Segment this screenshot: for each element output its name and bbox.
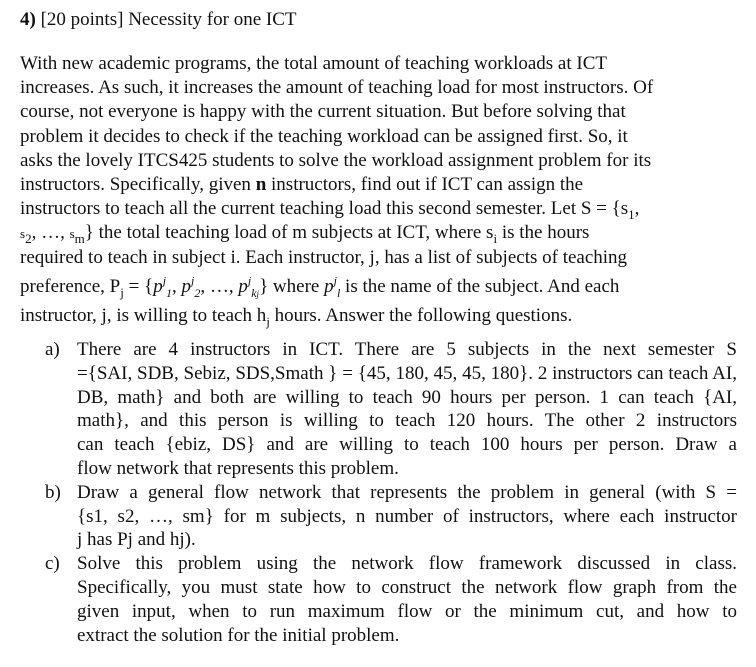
- question-title: Necessity for one ICT: [128, 9, 297, 30]
- math-p: p: [238, 275, 248, 297]
- math-p: p: [324, 275, 334, 297]
- item-line: j has Pj and hj).: [77, 529, 196, 551]
- text-run: } the total teaching load of m subjects at ICT, where s: [84, 222, 494, 244]
- text-run: n: [255, 173, 267, 195]
- item-line: Specifically, you must state how to construct the network flow graph from the: [77, 576, 737, 598]
- item-line: There are 4 instructors in ICT. There are 5 subjects in the next semester S: [77, 339, 737, 360]
- text-run: instructors. Specifically, given: [20, 173, 256, 195]
- math-p: p: [153, 275, 163, 297]
- item-line: DB, math} and both are willing to teach 90 hours per person. 1 can teach {AI,: [77, 386, 737, 408]
- item-marker: a): [45, 339, 60, 360]
- sub-question-a: [45, 338, 737, 481]
- math-sub-j: j: [256, 288, 260, 299]
- item-line: can teach {ebiz, DS} and are willing to teach 100 hours per person. Draw a: [77, 434, 737, 456]
- sub-question-c: [45, 552, 737, 647]
- text-run: j: [266, 313, 270, 329]
- text-run: s: [20, 226, 26, 242]
- intro-line: course, not everyone is happy with the current situation. But before solving that: [20, 101, 626, 123]
- item-line: Draw a general flow network that represents the problem in general (with S =: [77, 481, 737, 503]
- question-number: 4): [20, 9, 36, 30]
- text-run: 2: [25, 231, 32, 247]
- text-run: i: [493, 231, 498, 247]
- item-marker: b): [45, 481, 61, 503]
- question-points: [20 points]: [40, 9, 124, 30]
- text-run: } where: [259, 275, 325, 297]
- item-marker: c): [45, 553, 60, 575]
- item-line: flow network that represents this problem.: [77, 457, 399, 479]
- text-run: is the name of the subject. And each: [340, 275, 620, 297]
- intro-line: [20, 173, 742, 197]
- text-run: = {: [123, 275, 154, 297]
- item-line: given input, when to run maximum flow or the minimum cut, and how to: [77, 600, 737, 622]
- item-line: Solve this problem using the network flow framework discussed in class.: [77, 553, 737, 575]
- sub-questions: [45, 338, 737, 647]
- text-run: preference, P: [20, 275, 121, 297]
- item-line: {s1, s2, …, sm} for m subjects, n number of instructors, where each instructor: [77, 505, 737, 527]
- intro-paragraph: [20, 52, 742, 328]
- text-run: is the hours: [497, 222, 590, 244]
- text-run: instructors to teach all the current teaching load this second semester. Let S = {s: [20, 198, 629, 220]
- intro-line: increases. As such, it increases the amount of teaching load for most instructors. Of: [20, 77, 654, 99]
- text-run: s: [69, 226, 75, 242]
- intro-line: [20, 304, 742, 328]
- sub-question-b: [45, 481, 737, 552]
- intro-line: asks the lovely ITCS425 students to solve the workload assignment problem for its: [20, 149, 652, 171]
- text-run: 1: [628, 206, 635, 222]
- text-run: ,: [634, 198, 640, 220]
- math-p: p: [181, 275, 192, 297]
- text-run: , …,: [31, 222, 70, 244]
- text-run: hours. Answer the following questions.: [269, 304, 573, 326]
- text-run: instructors, find out if ICT can assign the: [266, 173, 584, 195]
- math-sub-k: k: [251, 285, 257, 300]
- item-line: extract the solution for the initial problem.: [77, 624, 400, 646]
- question-heading: [20, 8, 297, 32]
- text-run: instructor, j, is willing to teach h: [20, 304, 267, 326]
- intro-line: required to teach in subject i. Each instructor, j, has a list of subjects of teaching: [20, 246, 628, 268]
- intro-line: problem it decides to check if the teaching workload can be assigned first. So, it: [20, 125, 628, 147]
- item-line: math}, and this person is willing to teach 120 hours. The other 2 instructors: [77, 410, 737, 432]
- intro-line: preference, $P_j = \{p^j_1$, $p^j_2$, …, $p^j_{kj}$} where $p^j_l$ is the name of the subject. And each: [20, 273, 620, 300]
- item-line: ={SAI, SDB, Sebiz, SDS,Smath } = {45, 180, 45, 45, 180}. 2 instructors can teach AI,: [77, 362, 737, 384]
- intro-line: [20, 197, 742, 221]
- text-run: j: [120, 284, 124, 300]
- text-run: m: [74, 231, 85, 247]
- intro-line: With new academic programs, the total amount of teaching workloads at ICT: [20, 53, 607, 74]
- intro-line: [20, 221, 742, 245]
